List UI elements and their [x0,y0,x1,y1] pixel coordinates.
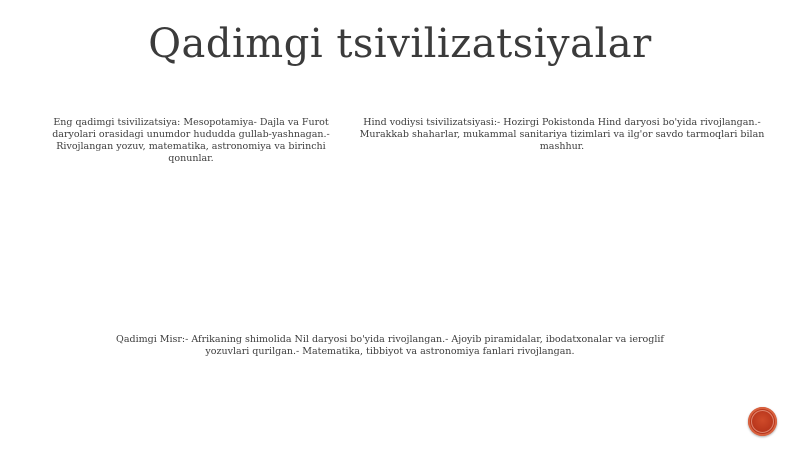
text-block-indus-valley: Hind vodiysi tsivilizatsiyasi:- Hozirgi Pokistonda Hind daryosi bo'yida rivojlangan.- Murakkab shaharlar, mukammal sanitariya tizimlari va ilg'or savdo tarmoqlari bilan mashhur. [359,117,765,152]
text-block-ancient-egypt: Qadimgi Misr:- Afrikaning shimolida Nil daryosi bo'yida rivojlangan.- Ajoyib piramidalar, ibodatxonalar va ieroglif yozuvlari qurilgan.- Matematika, tibbiyot va astronomiya fanlari rivojlangan. [116,334,664,357]
circle-button-icon[interactable] [748,407,777,436]
button-ring [751,410,774,433]
slide-title: Qadimgi tsivilizatsiyalar [148,21,652,67]
text-block-mesopotamia: Eng qadimgi tsivilizatsiya: Mesopotamiya- Dajla va Furot daryolari orasidagi unumdor hududda gullab-yashnagan.- Rivojlangan yozuv, matematika, astronomiya va birinchi qonunlar. [52,117,330,164]
